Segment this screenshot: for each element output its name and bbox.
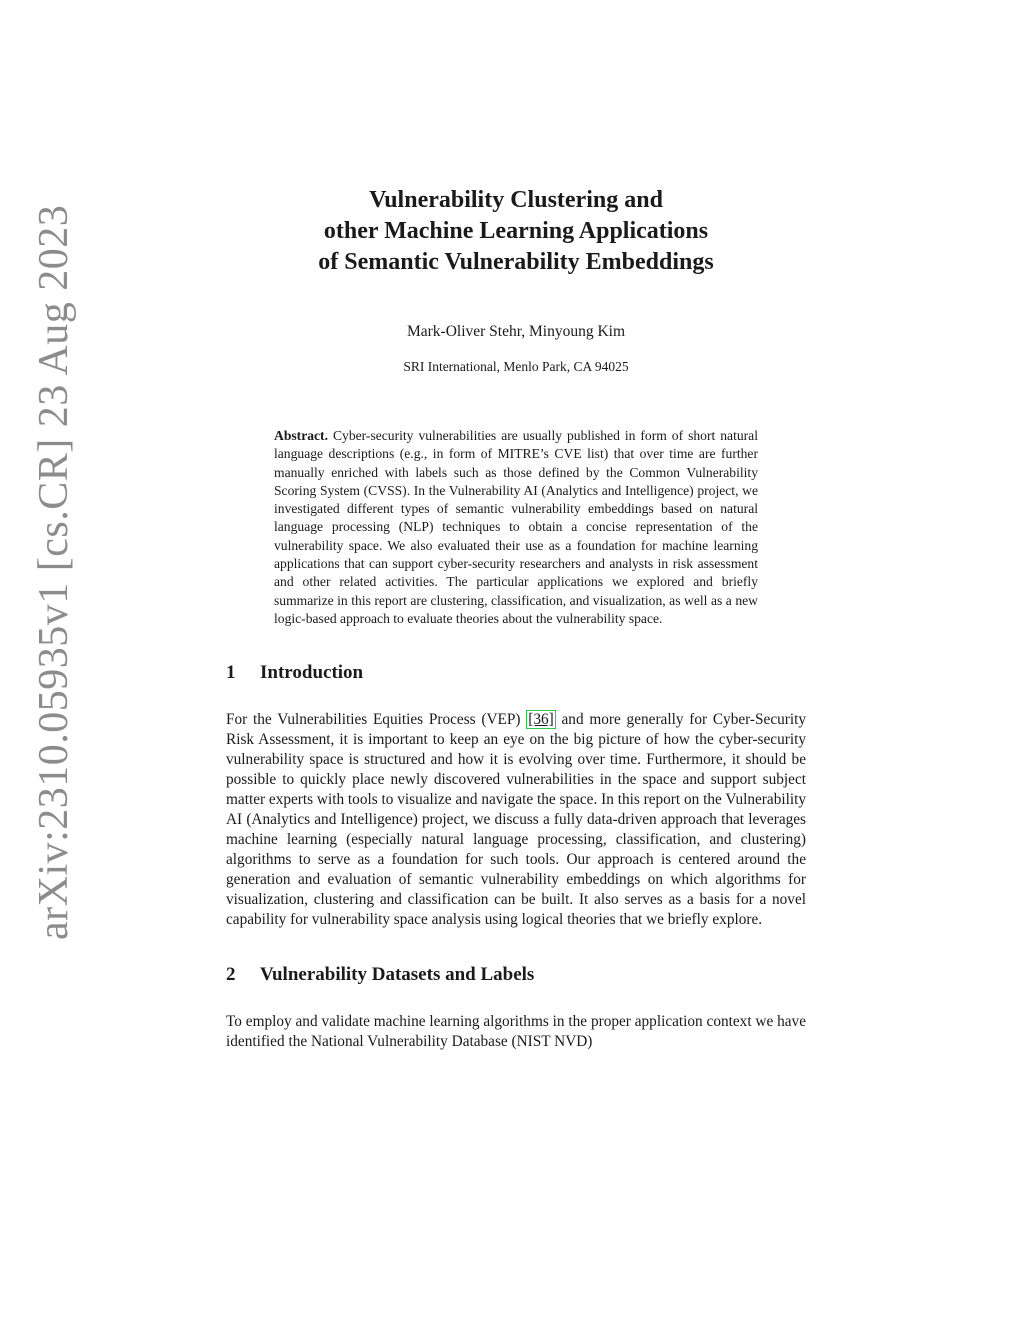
title-line-3: of Semantic Vulnerability Embeddings (318, 249, 714, 275)
paper-page (226, 185, 806, 1068)
section-number: 2 (226, 964, 236, 986)
citation-link-36[interactable]: [36] (528, 711, 554, 729)
intro-text-rest: and more generally for Cyber-Security Risk Assessment, it is important to keep an eye on the big picture of how the cyber-security vulnerability space is structured and how it is evolving over time. Furthermore, it should be possible to quickly place newly discovered vulnerabilities in the space and support subject matter experts with tools to visualize and navigate the space. In this report on the Vulnerability AI (Analytics and Intelligence) project, we discuss a fully data-driven approach that leverages machine learning (especially natural language processing, classification, and clustering) algorithms to serve as a foundation for such tools. Our approach is centered around the generation and evaluation of semantic vulnerability embeddings on which algorithms for visualization, clustering and classification can be built. It also serves as a basis for a novel capability for vulnerability space analysis using logical theories that we briefly explore. (226, 711, 806, 929)
introduction-paragraph (226, 710, 806, 930)
section-heading-introduction (226, 662, 806, 684)
title-line-1: Vulnerability Clustering and (369, 187, 663, 213)
arxiv-side-stamp (0, 0, 77, 940)
intro-text-start: For the Vulnerabilities Equities Process (VEP) (226, 711, 527, 729)
section-title: Introduction (260, 662, 364, 684)
affiliation: SRI International, Menlo Park, CA 94025 (403, 359, 629, 374)
abstract-text: Cyber-security vulnerabilities are usually published in form of short natural language descriptions (e.g., in form of MITRE’s CVE list) that over time are further manually enriched with labels such as those defined by the Common Vulnerability Scoring System (CVSS). In the Vulnerability AI (Analytics and Intelligence) project, we investigated different types of semantic vulnerability embeddings based on natural language processing (NLP) techniques to obtain a concise representation of the vulnerability space. We also evaluated their use as a foundation for machine learning applications that can support cyber-security researchers and analysts in risk assessment and other related activities. The particular applications we explored and briefly summarize in this report are clustering, classification, and visualization, as well as a new logic-based approach to evaluate theories about the vulnerability space. (274, 428, 758, 626)
title-line-2: other Machine Learning Applications (323, 218, 709, 244)
abstract-label: Abstract. (274, 428, 328, 443)
abstract (274, 427, 758, 628)
section-number: 1 (226, 662, 236, 684)
section-heading-datasets (226, 964, 806, 986)
datasets-paragraph: To employ and validate machine learning algorithms in the proper application context we have identified the National Vulnerability Database (NIST NVD) (226, 1013, 806, 1051)
authors: Mark-Oliver Stehr, Minyoung Kim (406, 323, 626, 340)
arxiv-identifier: arXiv:2310.05935v1 [cs.CR] 23 Aug 2023 (31, 204, 77, 940)
section-title: Vulnerability Datasets and Labels (260, 964, 535, 986)
paper-title (226, 185, 806, 278)
